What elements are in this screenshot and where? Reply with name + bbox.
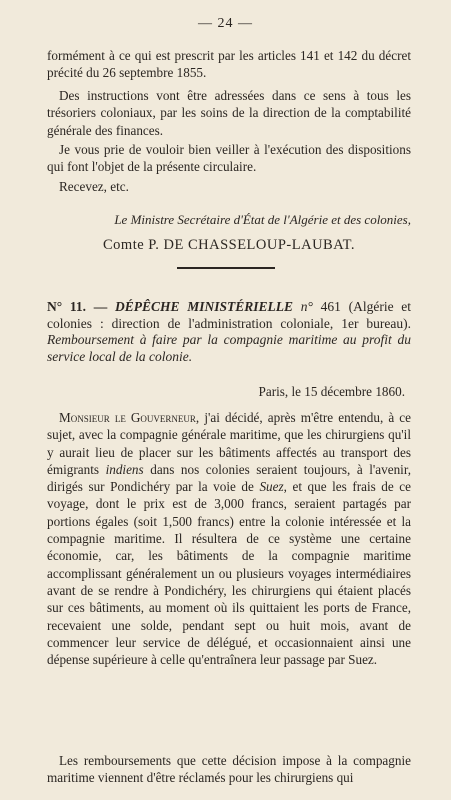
- document-header: [47, 299, 411, 365]
- page-number: — 24 —: [198, 16, 253, 31]
- document-ref-prefix: n°: [300, 299, 313, 314]
- document-heading: [47, 299, 411, 365]
- paragraph-3-block: [47, 141, 411, 176]
- document-title: DÉPÊCHE MINISTÉRIELLE: [114, 299, 293, 314]
- last-paragraph-block: [47, 752, 411, 787]
- paragraph-2-block: [47, 87, 411, 139]
- paragraph-1: formément à ce qui est prescrit par les articles 141 et 142 du décret précité du 26 septembre 1855.: [47, 48, 411, 81]
- last-paragraph: Les remboursements que cette décision impose à la compagnie maritime viennent d'être réclamés pour les chirurgiens qui: [47, 753, 411, 786]
- document-number: N° 11. —: [47, 299, 108, 314]
- paragraph-3: Je vous prie de vouloir bien veiller à l'exécution des dispositions qui font l'objet de la présente circulaire.: [47, 142, 411, 175]
- paragraph-continuation: [47, 47, 411, 82]
- body-emphasis-1: indiens: [105, 461, 144, 477]
- body-text-2: dans nos colonies seraient toujours, à l'avenir, dirigés sur Pondichéry par la voie de: [47, 461, 412, 495]
- separator-rule: [177, 267, 275, 269]
- salutation: Monsieur le Gouverneur,: [59, 410, 200, 425]
- closing: Recevez, etc.: [59, 179, 129, 194]
- closing-block: [47, 178, 411, 195]
- letter-body: [47, 409, 411, 668]
- body-emphasis-2: Suez: [259, 479, 284, 495]
- paragraph-2: Des instructions vont être adressées dans ce sens à tous les trésoriers coloniaux, par les soins de la direction de la comptabilité générale des finances.: [47, 88, 411, 138]
- signature-title: Le Ministre Secrétaire d'État de l'Algérie et des colonies,: [114, 212, 411, 227]
- dateline: Paris, le 15 décembre 1860.: [258, 384, 405, 399]
- letter-paragraph-1: [47, 409, 411, 668]
- body-text-3: , et que les frais de ce voyage, dont le prix est de 3,000 francs, seraient partagés par portions égales (soit 1,500 francs) entre la colonie intéressée et la compagnie maritime. Il résultera de ce système une certaine économie, car, les bâtiments de la compagnie maritime accomplissant généralement un ou plusieurs voyages intermédiaires avant de se rendre à Pondichéry, les chirurgiens qui étaient placés sur ces bâtiments, au moment où ils quittaient les ports de France, recevaient une solde, pendant sept ou huit mois, avant de commencer leur service de délégué, et occasionnaient ainsi une dépense supérieure à celle qu'entraînera leur passage par Suez.: [47, 479, 412, 668]
- document-subject: Remboursement à faire par la compagnie maritime au profit du service local de la colonie.: [47, 332, 411, 364]
- document-ref: 461: [320, 299, 341, 314]
- document-description: (Algérie et colonies : direction de l'administration coloniale, 1er bureau).: [47, 299, 412, 331]
- body-text-1: j'ai décidé, après m'être entendu, à ce sujet, avec la compagnie générale maritime, que les chirurgiens qu'il y aurait lieu de placer sur les bâtiments affectés au transport des émigrants: [47, 410, 412, 477]
- signature-name: Comte P. DE CHASSELOUP-LAUBAT.: [103, 237, 355, 253]
